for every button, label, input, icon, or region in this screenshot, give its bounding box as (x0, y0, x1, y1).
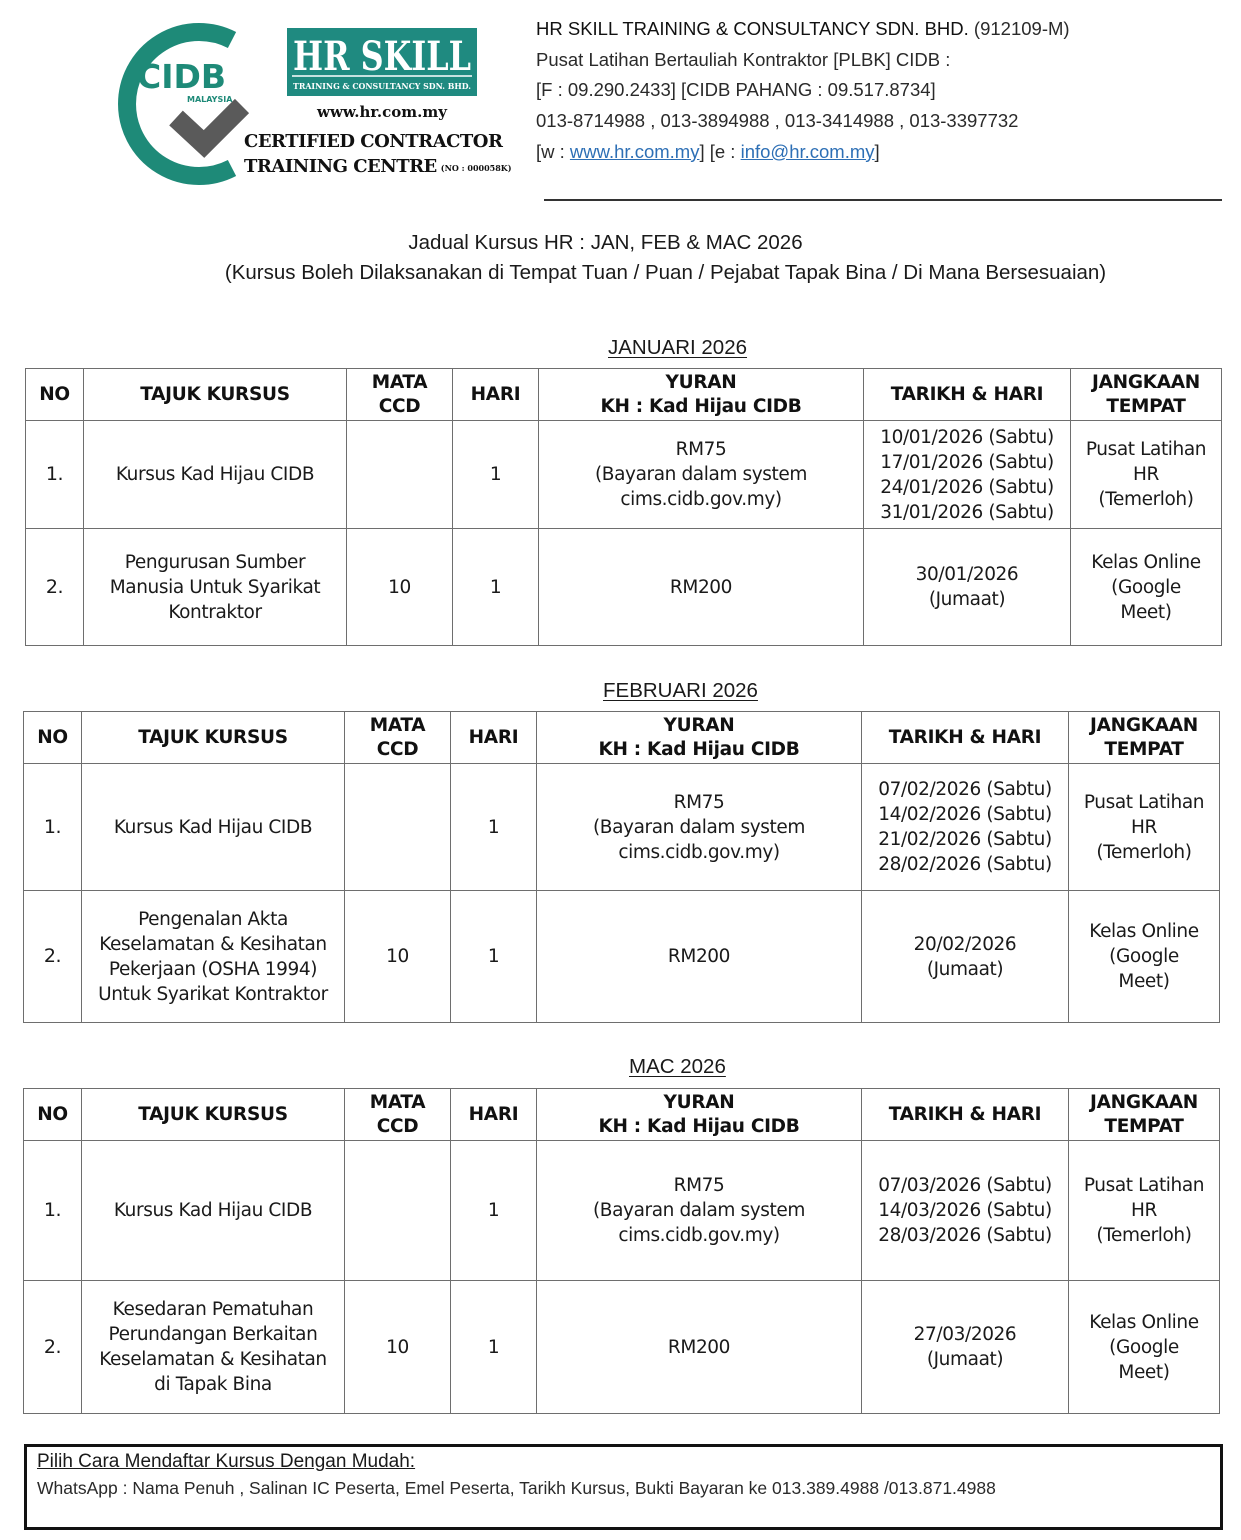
header-mata-ccd-text: MATA (369, 714, 426, 736)
cell-tempat-line: (Temerloh) (1098, 489, 1194, 510)
cell-mata-ccd: 10 (345, 891, 451, 1023)
header-hari (451, 1089, 537, 1141)
cell-tajuk-line: Pekerjaan (OSHA 1994) (108, 958, 318, 980)
cell-mata-ccd (345, 764, 451, 891)
header-yuran-text: KH : Kad Hijau CIDB (598, 1115, 800, 1137)
cell-tarikh-line: 21/02/2026 (Sabtu) (878, 829, 1052, 850)
company-contact-block (536, 14, 1236, 168)
month-heading: JANUARI 2026 (608, 336, 748, 359)
cell-tempat (1069, 1281, 1220, 1414)
cell-yuran-line: RM200 (667, 1336, 731, 1358)
cell-tempat-line: Kelas Online (1091, 551, 1201, 573)
cell-tajuk (82, 1281, 345, 1414)
table-row (24, 1281, 1220, 1414)
cell-mata-ccd: 10 (345, 1281, 451, 1414)
hrskill-logo-text: HR SKILL (293, 33, 471, 80)
cell-tempat-line: Meet) (1120, 601, 1172, 623)
phones-line: 013-8714988 , 013-3894988 , 013-3414988 , 013-3397732 (536, 110, 1019, 132)
cell-tempat (1069, 764, 1220, 891)
header-tempat-text: TEMPAT (1106, 395, 1186, 417)
cell-yuran (537, 764, 862, 891)
cell-yuran-line: (Bayaran dalam system (594, 464, 808, 485)
header-tajuk-text: TAJUK KURSUS (138, 726, 288, 748)
company-reg-no: (912109-M) (973, 18, 1070, 39)
web-prefix: [w : (536, 140, 570, 162)
header-yuran (539, 369, 864, 421)
cell-tarikh-line: 07/02/2026 (Sabtu) (878, 779, 1052, 800)
month-heading: MAC 2026 (629, 1055, 726, 1078)
certified-line2 (244, 154, 524, 181)
cell-tarikh-line: (Jumaat) (928, 589, 1006, 610)
cell-tarikh-line: (Jumaat) (926, 1349, 1004, 1370)
header-mata-ccd-text: CCD (376, 1115, 419, 1137)
cell-tajuk (82, 1141, 345, 1281)
checkmark-icon (176, 106, 242, 144)
certified-line2-text: TRAINING CENTRE (244, 156, 437, 177)
cell-tajuk-line: Kesedaran Pematuhan (112, 1299, 314, 1320)
cell-tempat-line: (Temerloh) (1096, 1225, 1192, 1246)
cell-tempat (1069, 891, 1220, 1023)
cell-no: 2. (24, 1281, 82, 1414)
cell-tempat-line: (Temerloh) (1096, 841, 1192, 863)
cidb-c-ring-icon (127, 32, 232, 176)
cell-tempat-line: Pusat Latihan (1083, 791, 1205, 813)
plbk-line: Pusat Latihan Bertauliah Kontraktor [PLBK] CIDB : (536, 48, 951, 70)
hrskill-sub-text: TRAINING & CONSULTANCY SDN. BHD. (293, 81, 472, 91)
cell-tajuk-line: Keselamatan & Kesihatan (99, 933, 327, 955)
certified-line1-text: CERTIFIED CONTRACTOR (244, 131, 503, 152)
website-link[interactable]: www.hr.com.my (569, 140, 700, 162)
cell-yuran-line: cims.cidb.gov.my) (618, 1225, 780, 1246)
cell-tajuk (82, 764, 345, 891)
registration-whatsapp-line: WhatsApp : Nama Penuh , Salinan IC Peserta, Emel Peserta, Tarikh Kursus, Bukti Bayaran ke 013.389.4988 /013.871.4988 (37, 1478, 996, 1498)
cell-tajuk (82, 891, 345, 1023)
cell-no: 2. (24, 891, 82, 1023)
cell-tarikh-line: 14/02/2026 (Sabtu) (878, 804, 1052, 825)
header-tajuk-text: TAJUK KURSUS (140, 383, 290, 405)
cell-tempat-line: (Google (1109, 946, 1179, 967)
cell-tarikh (864, 529, 1071, 646)
schedule-title: Jadual Kursus HR : JAN, FEB & MAC 2026 (408, 231, 803, 254)
cell-tajuk-line: Pengurusan Sumber (124, 551, 306, 573)
header-mata-ccd-text: CCD (376, 738, 419, 760)
registration-box (24, 1444, 1223, 1530)
cell-tajuk-line: Kursus Kad Hijau CIDB (115, 464, 315, 485)
cell-tempat-line: (Google (1109, 1336, 1179, 1358)
cell-tajuk-line: di Tapak Bina (154, 1374, 272, 1395)
header-tempat (1071, 369, 1222, 421)
header-no-text: NO (37, 726, 68, 748)
cell-tempat (1071, 421, 1222, 529)
cell-tarikh-line: (Jumaat) (926, 958, 1004, 980)
cell-hari: 1 (451, 1141, 537, 1281)
table-header-row (24, 712, 1220, 764)
cell-tajuk-line: Pengenalan Akta (138, 908, 288, 930)
cell-yuran (537, 1281, 862, 1414)
header-tajuk (82, 1089, 345, 1141)
cell-hari: 1 (451, 891, 537, 1023)
cell-yuran-line: cims.cidb.gov.my) (620, 489, 782, 510)
cell-yuran-line: RM200 (667, 946, 731, 967)
cell-yuran-line: cims.cidb.gov.my) (618, 841, 780, 863)
header-no (24, 1089, 82, 1141)
cell-yuran-line: (Bayaran dalam system (592, 1200, 806, 1221)
cell-tarikh-line: 24/01/2026 (Sabtu) (880, 476, 1054, 498)
cell-tarikh-line: 30/01/2026 (915, 564, 1019, 585)
cell-tempat-line: Pusat Latihan (1083, 1175, 1205, 1196)
cell-tempat-line: Pusat Latihan (1085, 439, 1207, 460)
cell-tarikh (862, 1281, 1069, 1414)
header-mata-ccd (347, 369, 453, 421)
cell-hari: 1 (453, 529, 539, 646)
header-yuran-text: KH : Kad Hijau CIDB (598, 738, 800, 760)
cell-mata-ccd (347, 421, 453, 529)
table-row (24, 1141, 1220, 1281)
cell-tempat-line: Meet) (1118, 1361, 1170, 1383)
cell-tempat-line: (Google (1111, 576, 1181, 598)
header-tajuk (84, 369, 347, 421)
email-link[interactable]: info@hr.com.my (740, 140, 875, 162)
header-tempat-text: JANGKAAN (1090, 1091, 1198, 1113)
cell-tajuk-line: Keselamatan & Kesihatan (99, 1349, 327, 1370)
cell-hari: 1 (451, 1281, 537, 1414)
cell-tempat-line: HR (1131, 816, 1157, 838)
header-mata-ccd-text: MATA (369, 1091, 426, 1113)
cell-tajuk-line: Perundangan Berkaitan (108, 1324, 318, 1345)
table-header-row (24, 1089, 1220, 1141)
cell-yuran (539, 421, 864, 529)
header-tarikh (864, 369, 1071, 421)
email-prefix: ] [e : (699, 140, 741, 162)
logo-certified-block (244, 129, 524, 181)
header-mata-ccd-text: CCD (378, 395, 421, 417)
cell-yuran-line: RM75 (673, 1175, 725, 1196)
table-header-row (26, 369, 1222, 421)
cell-tajuk-line: Untuk Syarikat Kontraktor (98, 983, 328, 1005)
cell-yuran-line: (Bayaran dalam system (592, 816, 806, 838)
header-hari-text: HARI (468, 1103, 519, 1125)
cell-tarikh (862, 764, 1069, 891)
cell-yuran (537, 891, 862, 1023)
header-tarikh (862, 1089, 1069, 1141)
header-tajuk-text: TAJUK KURSUS (138, 1103, 288, 1125)
header-yuran-text: YURAN (663, 714, 735, 736)
header-mata-ccd-text: MATA (371, 371, 428, 393)
cell-yuran-line: RM75 (673, 791, 725, 813)
cell-no: 1. (24, 764, 82, 891)
cell-tarikh (864, 421, 1071, 529)
header-mata-ccd (345, 712, 451, 764)
header-yuran-text: YURAN (663, 1091, 735, 1113)
cell-yuran (537, 1141, 862, 1281)
header-tarikh-text: TARIKH & HARI (888, 726, 1042, 748)
header-tarikh (862, 712, 1069, 764)
cell-tempat-line: Kelas Online (1089, 1311, 1199, 1333)
header-tarikh-text: TARIKH & HARI (890, 383, 1044, 405)
header-tempat (1069, 1089, 1220, 1141)
schedule-table (23, 1088, 1220, 1414)
cell-hari: 1 (453, 421, 539, 529)
table-row (26, 421, 1222, 529)
cell-tajuk (84, 421, 347, 529)
month-heading: FEBRUARI 2026 (603, 679, 758, 702)
table-row (24, 764, 1220, 891)
cell-tarikh-line: 28/03/2026 (Sabtu) (878, 1225, 1052, 1246)
header-yuran (537, 712, 862, 764)
company-name-line (536, 14, 1236, 45)
table-row (26, 529, 1222, 646)
cell-tempat-line: Meet) (1118, 971, 1170, 992)
cidb-malaysia-text: MALAYSIA (187, 95, 233, 104)
cert-no-text: (NO : 000058K) (440, 163, 512, 173)
company-name: HR SKILL TRAINING & CONSULTANCY SDN. BHD. (536, 18, 969, 39)
cell-no: 1. (26, 421, 84, 529)
header-no-text: NO (37, 1103, 68, 1125)
header-hari (453, 369, 539, 421)
header-tajuk (82, 712, 345, 764)
cidb-logo-text: CIDB (137, 57, 227, 96)
cell-tempat-line: HR (1131, 1200, 1157, 1221)
cell-yuran (539, 529, 864, 646)
cell-tajuk-line: Kursus Kad Hijau CIDB (113, 1200, 313, 1221)
cell-tarikh-line: 20/02/2026 (913, 933, 1017, 955)
cell-no: 2. (26, 529, 84, 646)
cell-tempat-line: Kelas Online (1089, 921, 1199, 942)
cell-hari: 1 (451, 764, 537, 891)
header-yuran-text: YURAN (665, 371, 737, 393)
cell-yuran-line: RM200 (669, 576, 733, 598)
cell-tajuk-line: Kursus Kad Hijau CIDB (113, 816, 313, 838)
header-tempat (1069, 712, 1220, 764)
cell-tempat (1071, 529, 1222, 646)
cell-yuran-line: RM75 (675, 439, 727, 460)
header-hari-text: HARI (468, 726, 519, 748)
cell-tarikh-line: 14/03/2026 (Sabtu) (878, 1200, 1052, 1221)
cell-tajuk-line: Kontraktor (168, 601, 262, 623)
email-suffix: ] (874, 140, 880, 162)
cell-mata-ccd (345, 1141, 451, 1281)
fax-line: [F : 09.290.2433] [CIDB PAHANG : 09.517.8734] (536, 79, 936, 101)
schedule-table (23, 711, 1220, 1023)
schedule-table (25, 368, 1222, 646)
cell-tarikh (862, 891, 1069, 1023)
cell-tarikh-line: 17/01/2026 (Sabtu) (880, 451, 1054, 473)
header-tempat-text: TEMPAT (1104, 1115, 1184, 1137)
cell-tarikh-line: 31/01/2026 (Sabtu) (880, 501, 1054, 523)
cell-mata-ccd: 10 (347, 529, 453, 646)
header-no (26, 369, 84, 421)
header-yuran (537, 1089, 862, 1141)
cell-tarikh-line: 07/03/2026 (Sabtu) (878, 1175, 1052, 1196)
schedule-subtitle: (Kursus Boleh Dilaksanakan di Tempat Tuan / Puan / Pejabat Tapak Bina / Di Mana Bersesuaian) (224, 261, 1107, 284)
cell-tarikh (862, 1141, 1069, 1281)
table-row (24, 891, 1220, 1023)
logo-website-text: www.hr.com.my (317, 103, 447, 121)
cell-tarikh-line: 10/01/2026 (Sabtu) (880, 426, 1054, 448)
header-yuran-text: KH : Kad Hijau CIDB (600, 395, 802, 417)
header-no (24, 712, 82, 764)
registration-title: Pilih Cara Mendaftar Kursus Dengan Mudah: (37, 1451, 416, 1472)
company-logo (92, 18, 522, 190)
header-hari (451, 712, 537, 764)
cell-tempat (1069, 1141, 1220, 1281)
cell-tajuk (84, 529, 347, 646)
cell-tarikh-line: 27/03/2026 (913, 1324, 1017, 1345)
header-hari-text: HARI (470, 383, 521, 405)
header-tempat-text: TEMPAT (1104, 738, 1184, 760)
cell-tempat-line: HR (1133, 464, 1159, 485)
header-tempat-text: JANGKAAN (1092, 371, 1200, 393)
cell-tarikh-line: 28/02/2026 (Sabtu) (878, 854, 1052, 875)
header-no-text: NO (39, 383, 70, 405)
header-divider (544, 199, 1222, 201)
cell-no: 1. (24, 1141, 82, 1281)
header-tempat-text: JANGKAAN (1090, 714, 1198, 736)
cell-tajuk-line: Manusia Untuk Syarikat (109, 576, 321, 598)
header-tarikh-text: TARIKH & HARI (888, 1103, 1042, 1125)
web-email-line (536, 137, 1236, 168)
header-mata-ccd (345, 1089, 451, 1141)
